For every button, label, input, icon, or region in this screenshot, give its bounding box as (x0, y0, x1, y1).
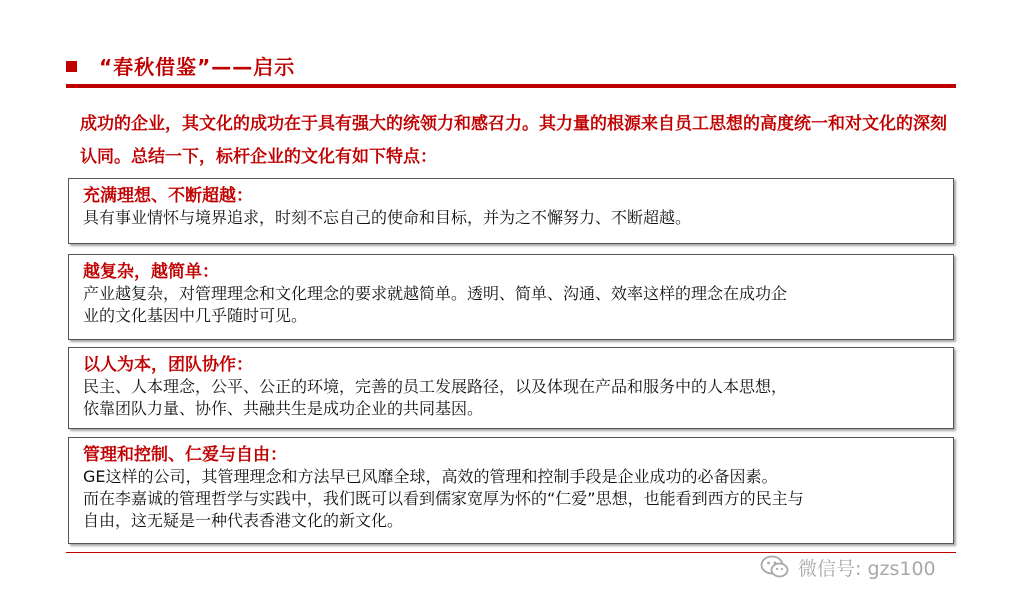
feature-card-3 (68, 347, 954, 429)
wechat-watermark (760, 552, 936, 582)
slide-header (66, 48, 956, 82)
intro-text: 成功的企业，其文化的成功在于具有强大的统领力和感召力。其力量的根源来自员工思想的高度统一和对文化的深刻认同。总结一下，标杆企业的文化有如下特点： (80, 114, 947, 167)
feature-card-2 (68, 254, 954, 340)
card-title: 管理和控制、仁爱与自由： (83, 445, 287, 465)
card-title: 越复杂，越简单： (83, 262, 219, 282)
watermark-text: 微信号: gzs100 (798, 557, 936, 580)
card-body-line: GE这样的公司，其管理理念和方法早已风靡全球，高效的管理和控制手段是企业成功的必备因素。 (83, 467, 778, 486)
card-body-line: 自由，这无疑是一种代表香港文化的新文化。 (83, 511, 404, 530)
feature-card-4 (68, 437, 954, 544)
card-title: 以人为本，团队协作： (83, 355, 253, 375)
slide-title: “春秋借鉴”——启示 (99, 54, 296, 79)
card-body-line: 具有事业情怀与境界追求，时刻不忘自己的使命和目标，并为之不懈努力、不断超越。 (83, 208, 692, 227)
wechat-icon (760, 554, 790, 580)
card-title: 充满理想、不断超越： (83, 186, 253, 206)
bullet-square-icon (66, 61, 77, 72)
card-body-line: 产业越复杂，对管理理念和文化理念的要求就越简单。透明、简单、沟通、效率这样的理念在成功企 (83, 284, 788, 303)
card-body-line: 依靠团队力量、协作、共融共生是成功企业的共同基因。 (83, 399, 484, 418)
card-body-line: 而在李嘉诚的管理哲学与实践中，我们既可以看到儒家宽厚为怀的“仁爱”思想，也能看到西方的民主与 (83, 489, 804, 508)
header-divider (66, 84, 956, 88)
feature-card-1 (68, 178, 954, 244)
card-body-line: 民主、人本理念，公平、公正的环境，完善的员工发展路径，以及体现在产品和服务中的人本思想， (83, 377, 788, 396)
card-body-line: 业的文化基因中几乎随时可见。 (83, 306, 308, 325)
